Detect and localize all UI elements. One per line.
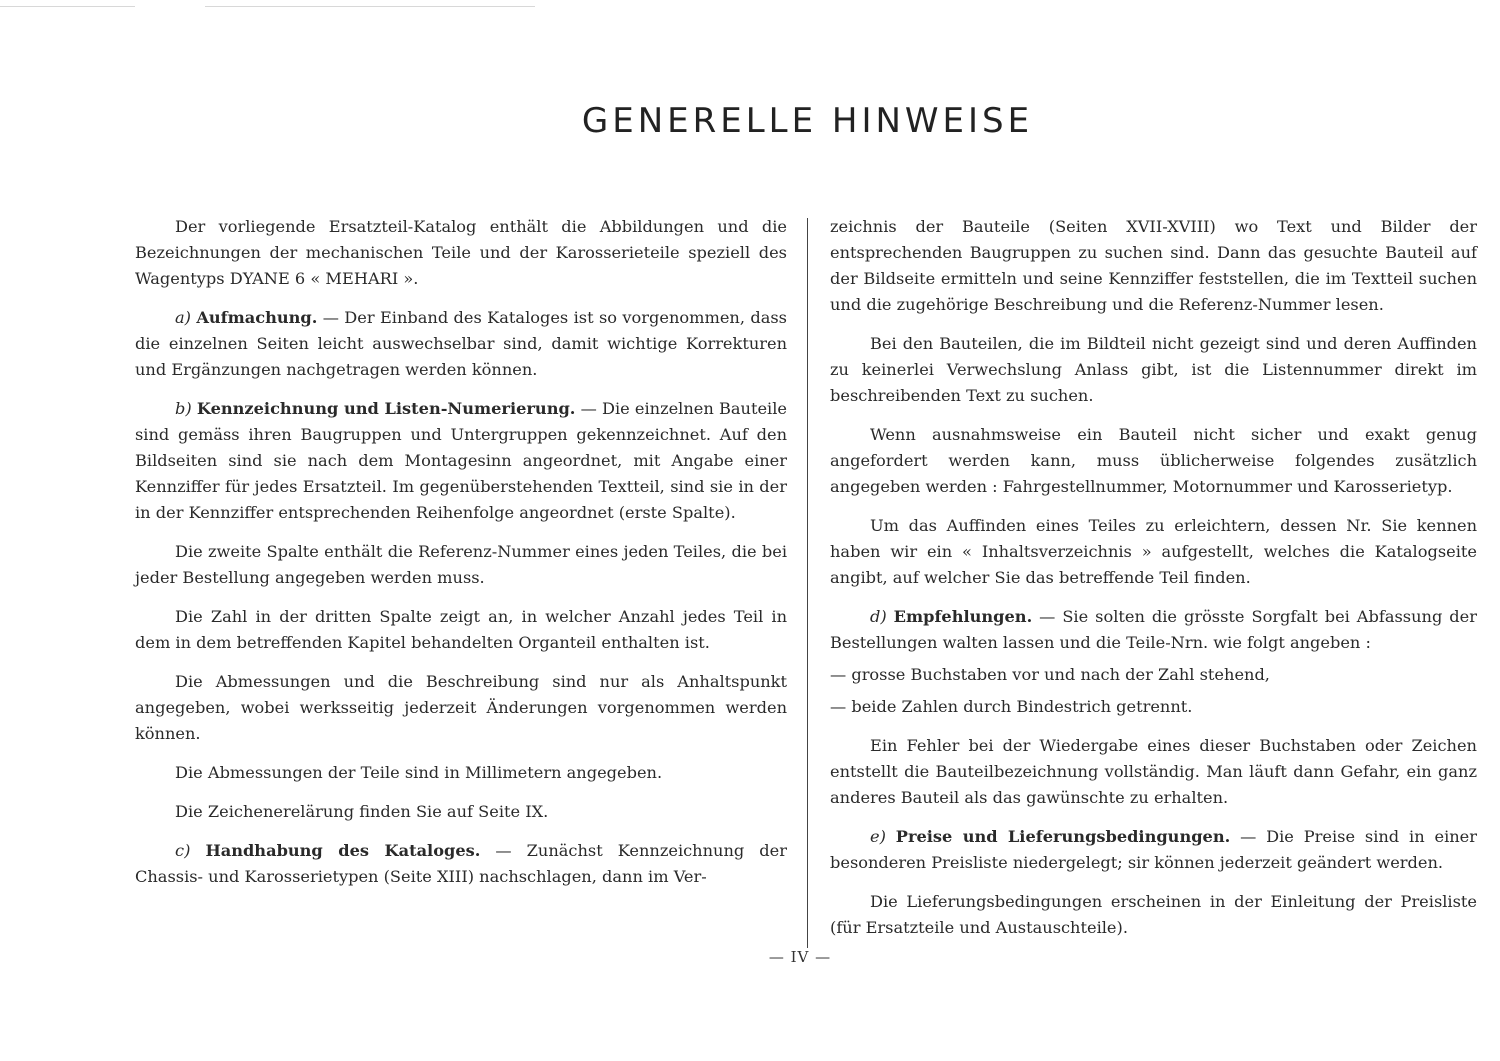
section-b-paragraph bbox=[135, 396, 787, 526]
section-c-letter: c) bbox=[175, 841, 191, 860]
section-e-heading: Preise und Lieferungsbedingungen. bbox=[895, 827, 1231, 846]
second-column-paragraph: Die zweite Spalte enthält die Referenz-Nummer eines jeden Teiles, die bei jeder Bestellung angegeben werden muss. bbox=[135, 542, 787, 587]
third-column-paragraph: Die Zahl in der dritten Spalte zeigt an, in welcher Anzahl jedes Teil in dem in dem betreffenden Kapitel behandelten Organteil enthalten ist. bbox=[135, 607, 787, 652]
section-b-letter: b) bbox=[175, 399, 192, 418]
right-column bbox=[830, 214, 1477, 941]
not-shown-paragraph: Bei den Bauteilen, die im Bildteil nicht gezeigt sind und deren Auffinden zu keinerlei Verwechslung Anlass gibt, ist die Listennummer direkt im beschreibenden Text zu suchen. bbox=[830, 334, 1477, 405]
section-d-letter: d) bbox=[870, 607, 887, 626]
error-paragraph: Ein Fehler bei der Wiedergabe eines dieser Buchstaben oder Zeichen entstellt die Bauteilbezeichnung vollständig. Man läuft dann Gefahr, ein ganz anderes Bauteil als das gawünschte zu erhalten. bbox=[830, 736, 1477, 807]
section-c-paragraph bbox=[135, 838, 787, 890]
column-divider bbox=[807, 218, 808, 948]
dash-item: — beide Zahlen durch Bindestrich getrennt. bbox=[830, 697, 1193, 716]
section-a-heading: Aufmachung. bbox=[196, 308, 318, 327]
exceptional-paragraph: Wenn ausnahmsweise ein Bauteil nicht sicher und exakt genug angefordert werden kann, muss üblicherweise folgendes zusätzlich angegeben werden : Fahrgestellnummer, Motornummer und Karosserietyp. bbox=[830, 425, 1477, 496]
intro-paragraph: Der vorliegende Ersatzteil-Katalog enthält die Abbildungen und die Bezeichnungen der mechanischen Teile und der Karosserieteile speziell des Wagentyps DYANE 6 « MEHARI ». bbox=[135, 217, 787, 288]
section-d-paragraph bbox=[830, 604, 1477, 656]
left-column bbox=[135, 214, 787, 890]
section-b-text: — Die einzelnen Bauteile sind gemäss ihren Baugruppen und Untergruppen gekennzeichnet. Auf den Bildseiten sind sie nach dem Montagesinn angeordnet, mit Angabe einer Kennziffer für jedes Ersatzteil. Im gegenüberstehenden Textteil, sind sie in der in der Kennziffer entsprechenden Reihenfolge angeordnet (erste Spalte). bbox=[135, 399, 787, 522]
section-e-paragraph bbox=[830, 824, 1477, 876]
top-scan-rule-left bbox=[0, 6, 135, 7]
section-d-text: — Sie solten die grösste Sorgfalt bei Abfassung der Bestellungen walten lassen und die Teile-Nrn. wie folgt angeben : bbox=[830, 607, 1477, 652]
top-scan-rule-right bbox=[205, 6, 535, 7]
legend-paragraph: Die Zeichenerelärung finden Sie auf Seite IX. bbox=[175, 802, 549, 821]
delivery-paragraph: Die Lieferungsbedingungen erscheinen in der Einleitung der Preisliste (für Ersatzteile und Austauschteile). bbox=[830, 892, 1477, 937]
page-number: — IV — bbox=[768, 948, 832, 966]
dimensions-note-paragraph: Die Abmessungen und die Beschreibung sind nur als Anhaltspunkt angegeben, wobei werksseitig jederzeit Änderungen vorgenommen werden können. bbox=[135, 672, 787, 743]
continuation-paragraph: zeichnis der Bauteile (Seiten XVII-XVIII) wo Text und Bilder der entsprechenden Baugruppen zu suchen sind. Dann das gesuchte Bauteil auf der Bildseite ermitteln und seine Kennziffer feststellen, die im Textteil suchen und die zugehörige Beschreibung und die Referenz-Nummer lesen. bbox=[830, 217, 1477, 314]
millimeters-paragraph: Die Abmessungen der Teile sind in Millimetern angegeben. bbox=[175, 763, 663, 782]
index-paragraph: Um das Auffinden eines Teiles zu erleichtern, dessen Nr. Sie kennen haben wir ein « Inhaltsverzeichnis » aufgestellt, welches die Katalogseite angibt, auf welcher Sie das betreffende Teil finden. bbox=[830, 516, 1477, 587]
dash-item: — grosse Buchstaben vor und nach der Zahl stehend, bbox=[830, 665, 1270, 684]
section-c-heading: Handhabung des Kataloges. bbox=[205, 841, 481, 860]
section-c-text: — Zunächst Kennzeichnung der Chassis- und Karosserietypen (Seite XIII) nachschlagen, dann im Ver- bbox=[135, 841, 787, 886]
section-d-heading: Empfehlungen. bbox=[893, 607, 1033, 626]
section-e-letter: e) bbox=[870, 827, 886, 846]
page-title: GENERELLE HINWEISE bbox=[581, 101, 1034, 141]
section-a-paragraph bbox=[135, 305, 787, 383]
section-a-text: — Der Einband des Kataloges ist so vorgenommen, dass die einzelnen Seiten leicht auswechselbar sind, damit wichtige Korrekturen und Ergänzungen nachgetragen werden können. bbox=[135, 308, 787, 379]
section-a-letter: a) bbox=[175, 308, 191, 327]
section-b-heading: Kennzeichnung und Listen-Numerierung. bbox=[196, 399, 576, 418]
section-e-text: — Die Preise sind in einer besonderen Preisliste niedergelegt; sir können jederzeit geändert werden. bbox=[830, 827, 1477, 872]
